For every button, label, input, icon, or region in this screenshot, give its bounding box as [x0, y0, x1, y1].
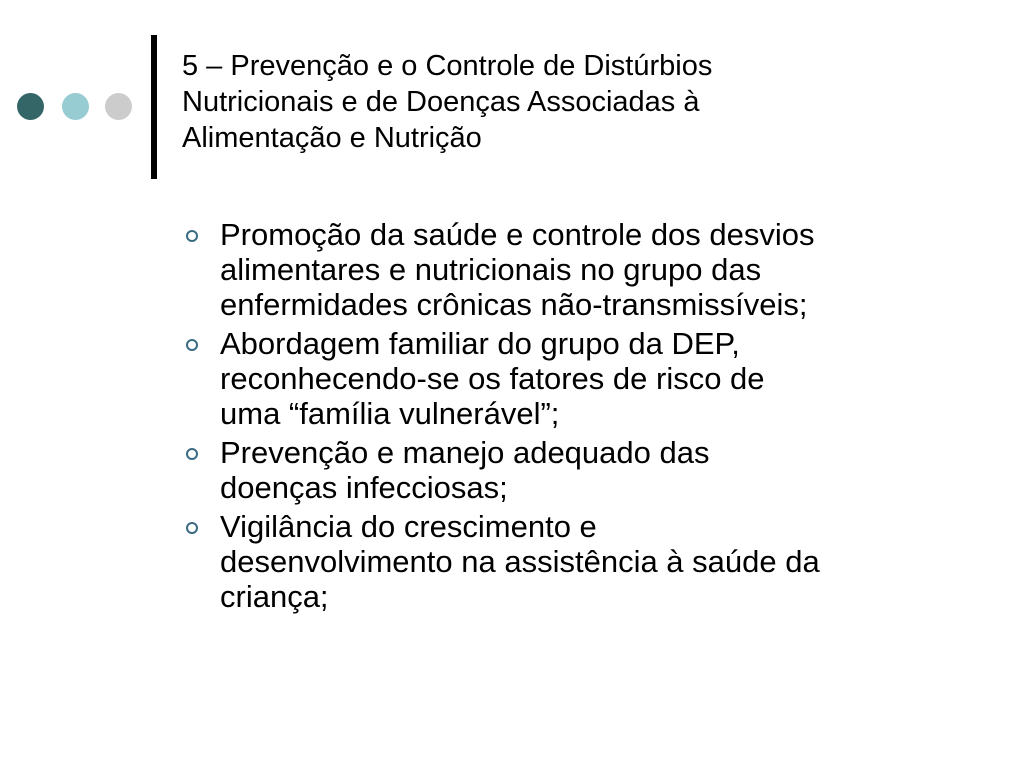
bullet-text [220, 217, 982, 322]
title-divider [151, 35, 157, 179]
gray-dot-icon [105, 93, 132, 120]
title-line: 5 – Prevenção e o Controle de Distúrbios [182, 50, 713, 82]
bullet-line: reconhecendo-se os fatores de risco de [220, 361, 765, 396]
bullet-line: Vigilância do crescimento e [220, 509, 597, 544]
bullet-line: Prevenção e manejo adequado das [220, 435, 710, 470]
bullet-line: criança; [220, 579, 329, 614]
bullet-line: doenças infecciosas; [220, 470, 508, 505]
light-teal-dot-icon [62, 93, 89, 120]
bullet-circle-icon [186, 230, 198, 242]
bullet-item [182, 509, 982, 614]
bullet-item [182, 326, 982, 431]
bullet-item [182, 217, 982, 322]
bullet-text [220, 435, 982, 505]
decorative-dots [17, 93, 133, 121]
bullet-list [182, 217, 982, 618]
bullet-line: desenvolvimento na assistência à saúde da [220, 544, 820, 579]
title-line: Alimentação e Nutrição [182, 122, 482, 154]
bullet-line: alimentares e nutricionais no grupo das [220, 252, 762, 287]
bullet-text [220, 509, 982, 614]
title-line: Nutricionais e de Doenças Associadas à [182, 86, 700, 118]
slide-title [182, 48, 982, 156]
bullet-circle-icon [186, 448, 198, 460]
bullet-line: uma “família vulnerável”; [220, 396, 560, 431]
bullet-text [220, 326, 982, 431]
bullet-circle-icon [186, 339, 198, 351]
bullet-line: enfermidades crônicas não-transmissíveis; [220, 287, 808, 322]
dark-teal-dot-icon [17, 93, 44, 120]
bullet-item [182, 435, 982, 505]
bullet-line: Abordagem familiar do grupo da DEP, [220, 326, 740, 361]
bullet-circle-icon [186, 522, 198, 534]
bullet-line: Promoção da saúde e controle dos desvios [220, 217, 815, 252]
